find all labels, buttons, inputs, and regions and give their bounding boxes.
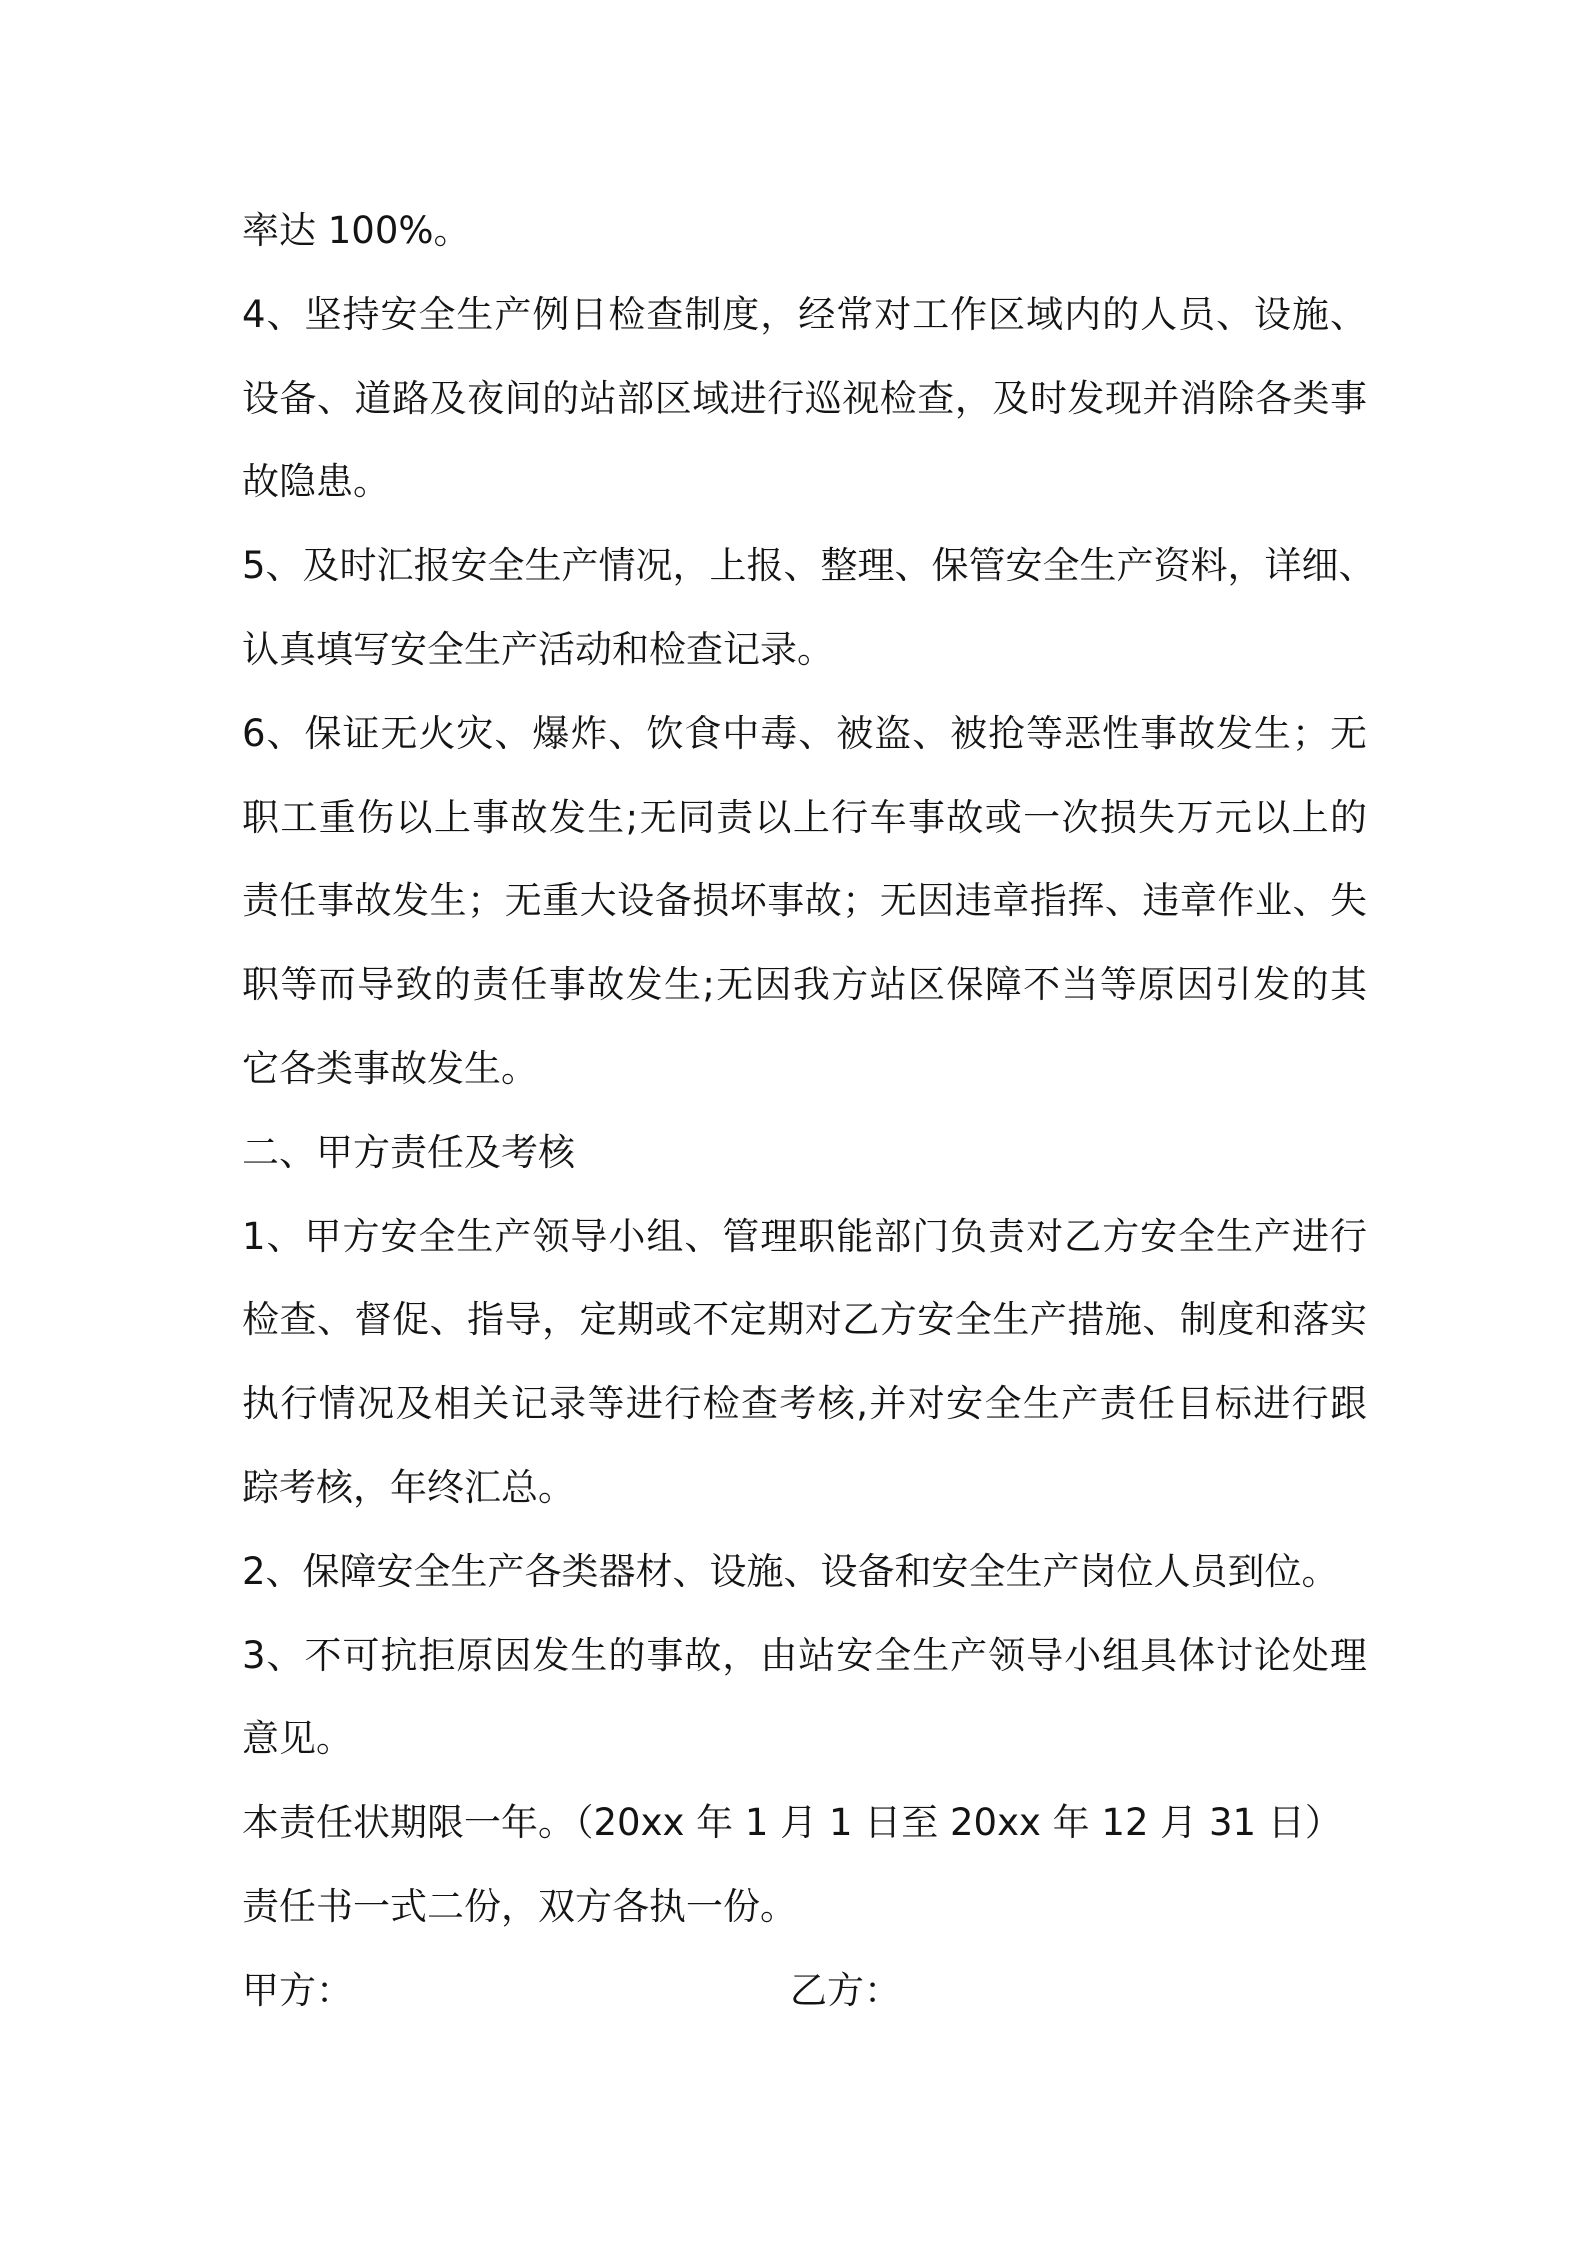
document-body <box>242 189 1376 2033</box>
party-a-signature-label: 甲方： <box>242 1968 353 2012</box>
text-line: 职工重伤以上事故发生;无同责以上行车事故或一次损失万元以上的 <box>242 795 1367 839</box>
text-line: 职等而导致的责任事故发生;无因我方站区保障不当等原因引发的其 <box>242 963 1367 1007</box>
text-line: 率达 100%。 <box>242 209 471 252</box>
clause-4 <box>242 273 1367 524</box>
text-line: 执行情况及相关记录等进行检查考核,并对安全生产责任目标进行跟 <box>242 1382 1367 1426</box>
term-statement: 本责任状期限一年。（20xx 年 1 月 1 日至 20xx 年 12 月 31 日） <box>242 1801 1342 1845</box>
text-line: 3、不可抗拒原因发生的事故，由站安全生产领导小组具体讨论处理 <box>242 1633 1367 1677</box>
text-line: 2、保障安全生产各类器材、设施、设备和安全生产岗位人员到位。 <box>242 1549 1339 1593</box>
section-heading: 二、甲方责任及考核 <box>242 1130 575 1174</box>
text-line: 它各类事故发生。 <box>242 1046 538 1090</box>
text-line: 意见。 <box>242 1717 353 1761</box>
text-line: 6、保证无火灾、爆炸、饮食中毒、被盗、被抢等恶性事故发生；无 <box>242 711 1367 755</box>
text-line: 检查、督促、指导，定期或不定期对乙方安全生产措施、制度和落实 <box>242 1298 1367 1342</box>
text-line: 认真填写安全生产活动和检查记录。 <box>242 627 834 671</box>
party-a-clause-3 <box>242 1614 1367 1782</box>
clause-3-continuation <box>242 189 1367 273</box>
clause-5 <box>242 524 1376 692</box>
text-line: 5、及时汇报安全生产情况，上报、整理、保管安全生产资料，详细、 <box>242 544 1376 588</box>
party-a-clause-2 <box>242 1530 1367 1614</box>
text-line: 责任事故发生；无重大设备损坏事故；无因违章指挥、违章作业、失 <box>242 879 1367 923</box>
party-a-clause-1 <box>242 1195 1367 1530</box>
party-b-signature-label: 乙方： <box>790 1968 901 2012</box>
clause-6 <box>242 692 1367 1111</box>
text-line: 故隐患。 <box>242 460 390 504</box>
copies-statement: 责任书一式二份，双方各执一份。 <box>242 1884 797 1928</box>
text-line: 踪考核，年终汇总。 <box>242 1465 575 1509</box>
text-line: 设备、道路及夜间的站部区域进行巡视检查，及时发现并消除各类事 <box>242 376 1367 420</box>
text-line: 4、坚持安全生产例日检查制度，经常对工作区域内的人员、设施、 <box>242 292 1367 336</box>
text-line: 1、甲方安全生产领导小组、管理职能部门负责对乙方安全生产进行 <box>242 1214 1367 1258</box>
signature-row <box>242 1949 1367 2033</box>
